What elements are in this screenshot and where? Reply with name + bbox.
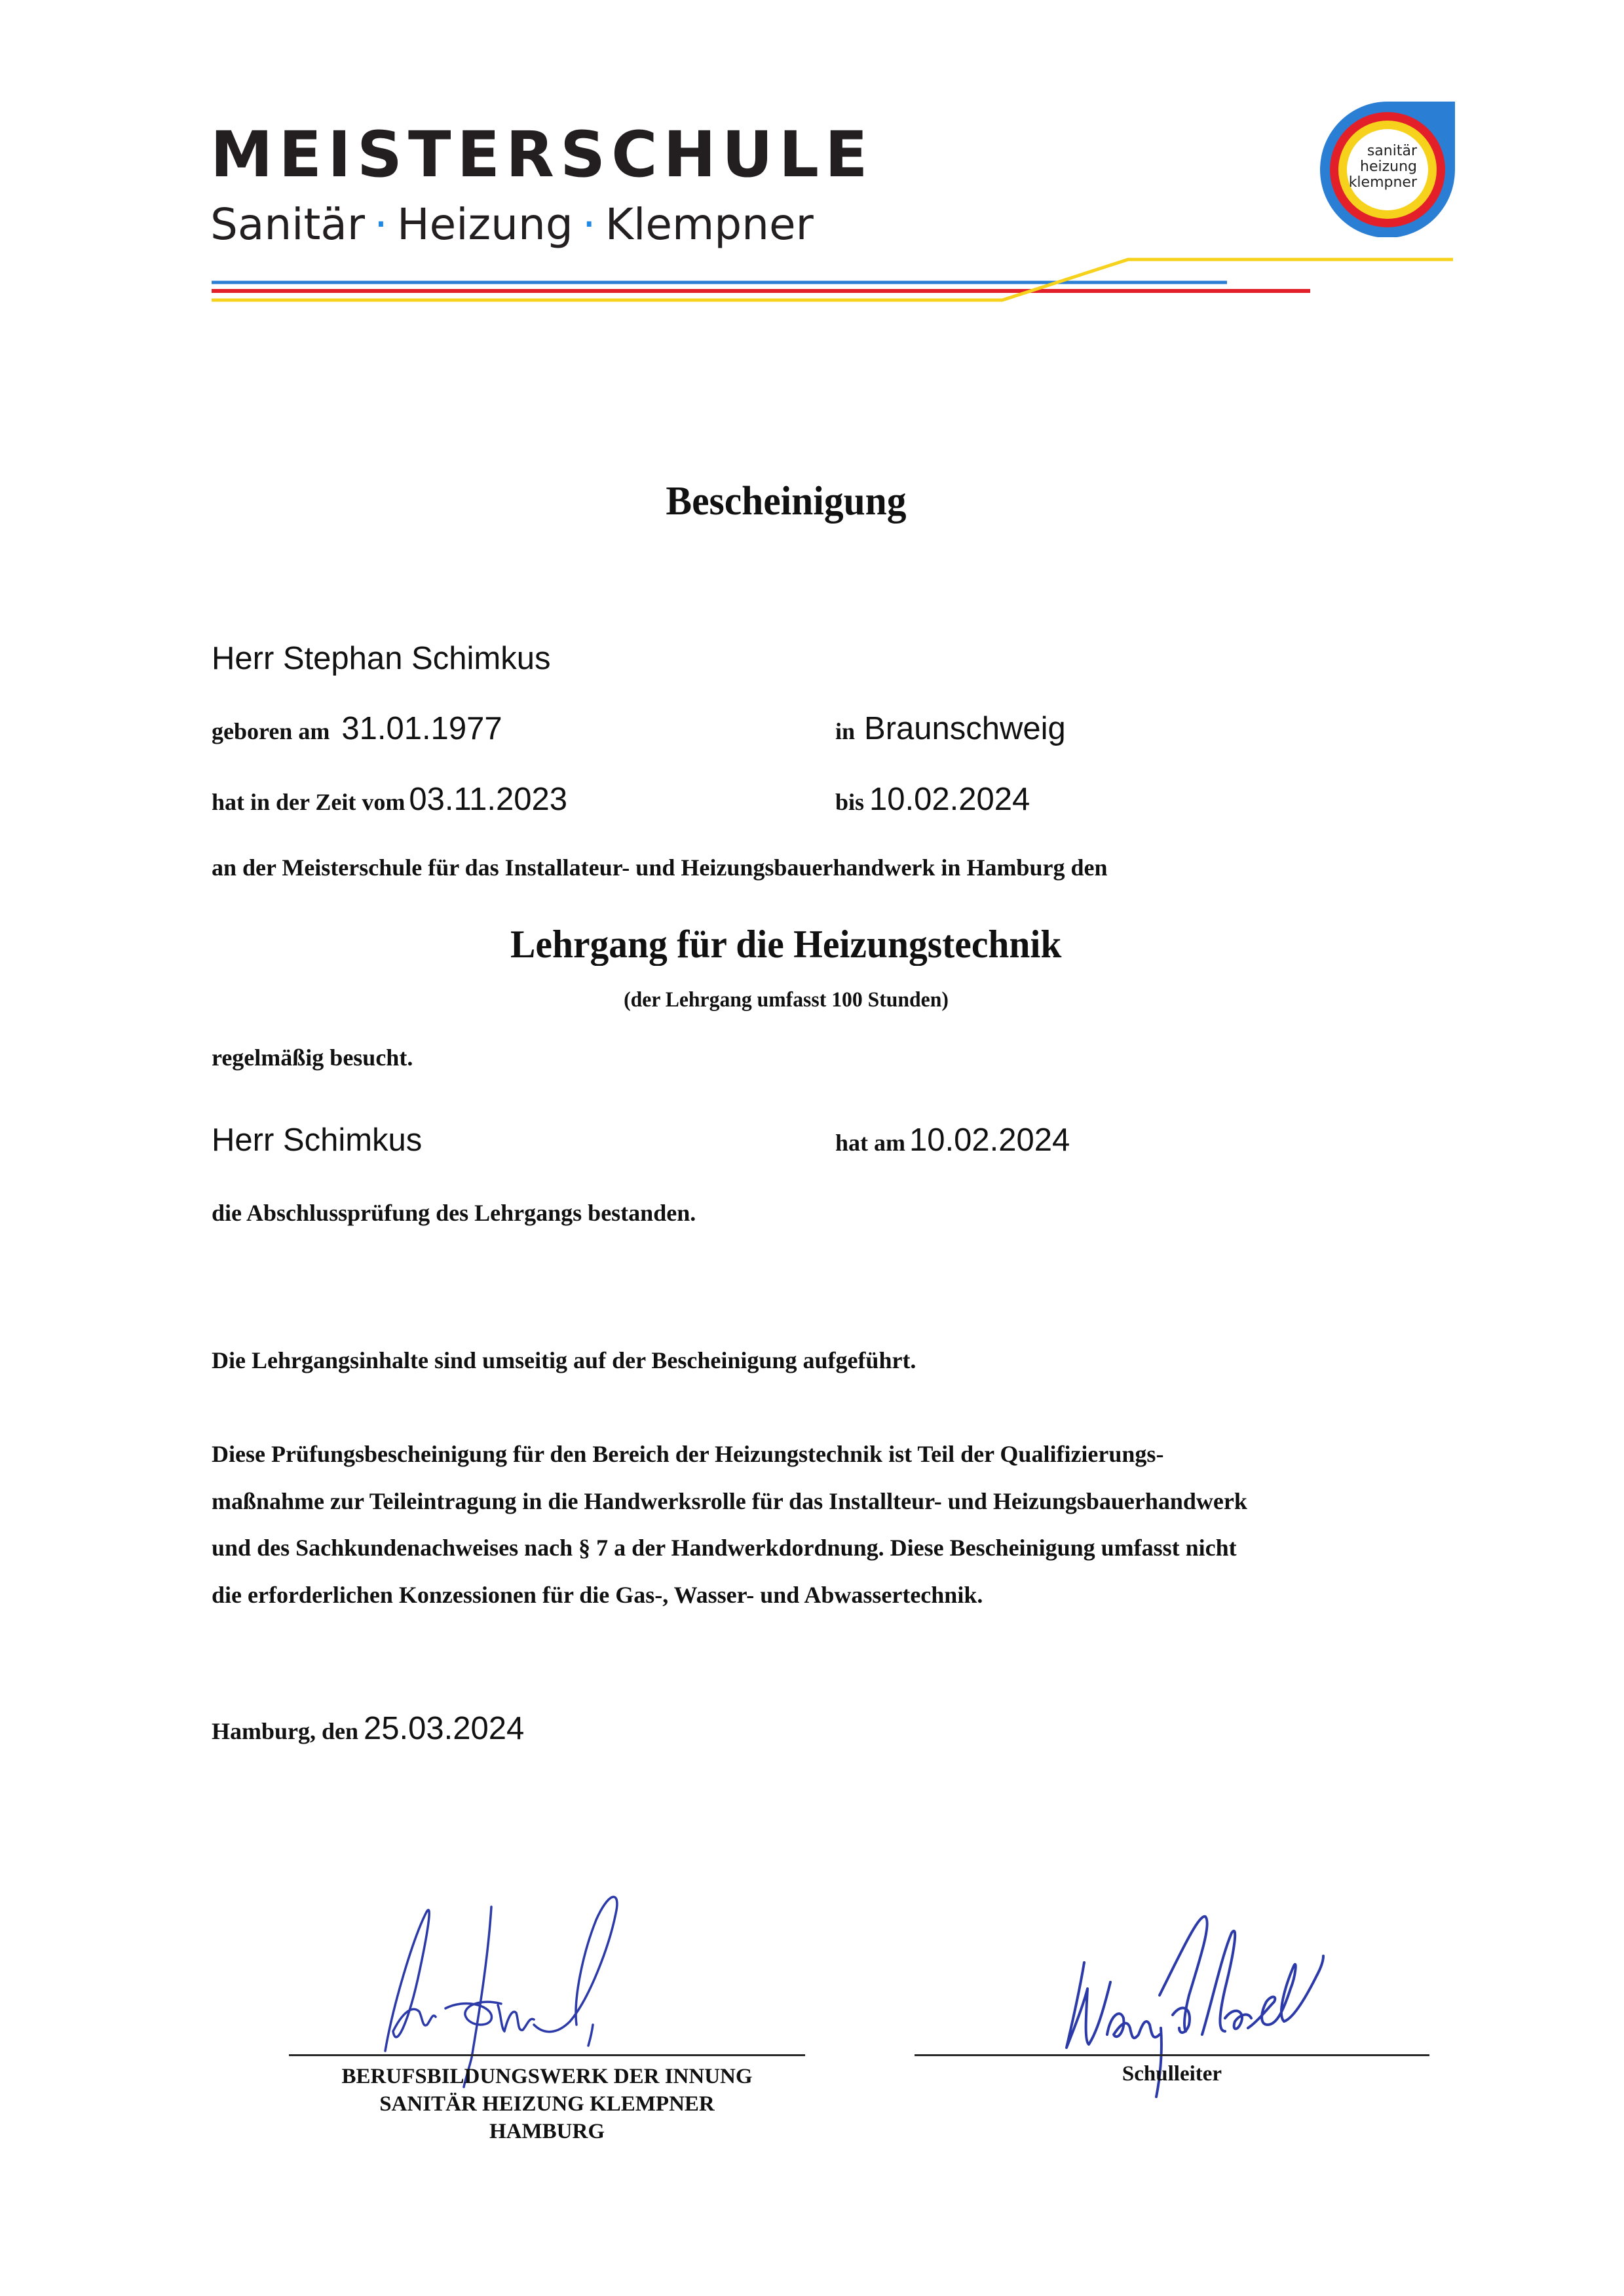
separator-dot: · xyxy=(582,199,596,250)
signatory-left xyxy=(289,2063,805,2145)
contents-note: Die Lehrgangsinhalte sind umseitig auf der Bescheinigung aufgeführt. xyxy=(212,1347,916,1373)
brand-subtitle-heizung: Heizung xyxy=(396,199,573,250)
header-stripes xyxy=(0,0,1624,315)
document-title: Bescheinigung xyxy=(666,479,907,524)
person-name: Herr Stephan Schimkus xyxy=(212,641,551,676)
course-title: Lehrgang für die Heizungstechnik xyxy=(510,923,1062,966)
born-date: 31.01.1977 xyxy=(341,711,502,746)
born-label: geboren am xyxy=(212,718,330,744)
period-to-label: bis xyxy=(835,789,865,815)
signatory-left-line: BERUFSBILDUNGSWERK DER INNUNG xyxy=(341,2065,753,2088)
logo-line-heizung: heizung xyxy=(1360,159,1417,175)
separator-dot: · xyxy=(373,199,388,250)
period-label: hat in der Zeit vom xyxy=(212,789,406,815)
exam-date: 10.02.2024 xyxy=(909,1122,1070,1158)
yellow-stripe xyxy=(212,259,1453,300)
period-to-row xyxy=(835,784,1030,816)
period-to: 10.02.2024 xyxy=(869,782,1030,817)
exam-date-row xyxy=(835,1124,1070,1157)
exam-date-label: hat am xyxy=(835,1130,905,1156)
logo-line-klempner: klempner xyxy=(1348,174,1417,191)
signature-left xyxy=(367,1874,734,2090)
place-date-row xyxy=(212,1713,524,1745)
logo-line-sanitaer: sanitär xyxy=(1367,143,1417,159)
school-line: an der Meisterschule für das Installateur- und Heizungsbauerhandwerk in Hamburg den xyxy=(212,854,1108,881)
signature-line-right xyxy=(915,2054,1429,2056)
paragraph-line: Diese Prüfungsbescheinigung für den Bereich der Heizungstechnik ist Teil der Qualifizierungs- xyxy=(212,1441,1164,1467)
place-date-label: Hamburg, den xyxy=(212,1718,359,1744)
course-note: (der Lehrgang umfasst 100 Stunden) xyxy=(624,988,949,1012)
period-from-row xyxy=(212,784,567,816)
signatory-left-line: SANITÄR HEIZUNG KLEMPNER xyxy=(379,2092,715,2116)
birth-place-row xyxy=(835,713,1066,745)
period-from: 03.11.2023 xyxy=(409,782,567,817)
born-place-label: in xyxy=(835,718,856,744)
person-short: Herr Schimkus xyxy=(212,1122,423,1158)
paragraph-line: die erforderlichen Konzessionen für die Gas-, Wasser- und Abwassertechnik. xyxy=(212,1582,983,1608)
attended-text: regelmäßig besucht. xyxy=(212,1044,413,1071)
birth-date-row xyxy=(212,713,502,745)
born-place: Braunschweig xyxy=(864,711,1066,746)
place-date: 25.03.2024 xyxy=(364,1711,525,1746)
signature-line-left xyxy=(289,2054,805,2056)
paragraph-line: und des Sachkundenachweises nach § 7 a der Handwerkdordnung. Diese Bescheinigung umfasst nicht xyxy=(212,1535,1237,1561)
brand-subtitle-sanitaer: Sanitär xyxy=(210,199,365,250)
brand-title: MEISTERSCHULE xyxy=(210,118,874,191)
brand-subtitle-klempner: Klempner xyxy=(605,199,814,250)
paragraph-line: maßnahme zur Teileintragung in die Handwerksrolle für das Installteur- und Heizungsbauerhandwerk xyxy=(212,1488,1247,1514)
exam-passed-text: die Abschlussprüfung des Lehrgangs bestanden. xyxy=(212,1200,696,1226)
signatory-right: Schulleiter xyxy=(1122,2062,1222,2086)
signatory-left-line: HAMBURG xyxy=(489,2120,605,2143)
